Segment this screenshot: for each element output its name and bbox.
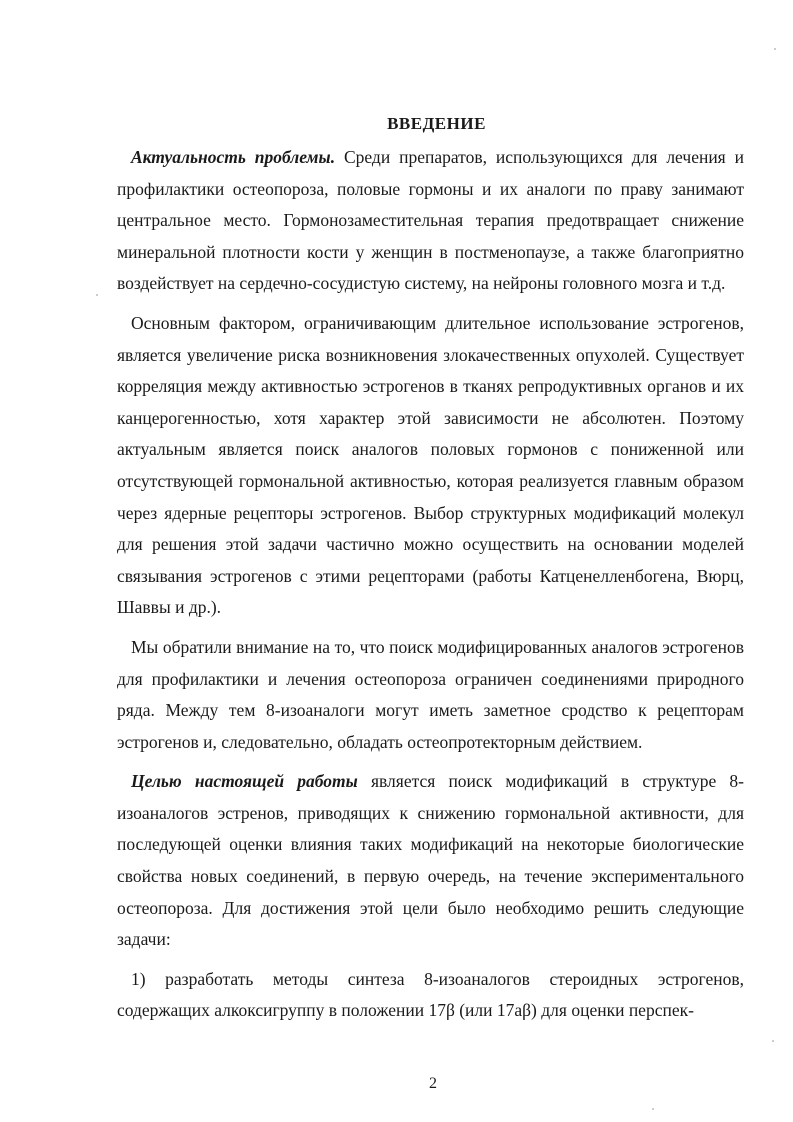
paragraph <box>117 632 744 758</box>
scan-speck <box>774 48 776 50</box>
page-number: 2 <box>429 1075 437 1092</box>
scan-speck <box>652 1108 654 1110</box>
paragraph-text: 1) разработать методы синтеза 8-изоаналогов стероидных эстрогенов, содержащих алкоксигруппу в положении 17β (или 17аβ) для оценки перспек- <box>117 968 744 1021</box>
paragraph-lead: Целью настоящей работы <box>131 771 358 792</box>
paragraph-text: Основным фактором, ограничивающим длительное использование эстрогенов, является увеличение риска возникновения злокачественных опухолей. Существует корреляция между активностью эстрогенов в тканях репродуктивных органов и их канцерогенностью, хотя характер этой зависимости не абсолютен. Поэтому актуальным является поиск аналогов половых гормонов с пониженной или отсутствующей гормональной активностью, которая реализуется главным образом через ядерные рецепторы эстрогенов. Выбор структурных модификаций молекул для решения этой задачи частично можно осуществить на основании моделей связывания эстрогенов с этими рецепторами (работы Катценелленбогена, Вюрц, Шаввы и др.). <box>117 312 744 618</box>
paragraph-text: является поиск модификаций в структуре 8-изоаналогов эстренов, приводящих к снижению гормональной активности, для последующей оценки влияния таких модификаций на некоторые биологические свойства новых соединений, в первую очередь, на течение экспериментального остеопороза. Для достижения этой цели было необходимо решить следующие задачи: <box>117 771 744 950</box>
scan-speck <box>772 1040 774 1042</box>
paragraph-text: Среди препаратов, использующихся для лечения и профилактики остеопороза, половые гормоны и их аналоги по праву занимают центральное место. Гормонозаместительная терапия предотвращает снижение минеральной плотности кости у женщин в постменопаузе, а также благоприятно воздействует на сердечно-сосудистую систему, на нейроны головного мозга и т.д. <box>117 147 744 294</box>
body-text <box>117 142 744 1027</box>
paragraph-lead: Актуальность проблемы. <box>131 147 336 167</box>
scan-speck <box>96 294 98 296</box>
paragraph <box>117 964 744 1027</box>
paragraph <box>117 308 744 624</box>
paragraph-text: Мы обратили внимание на то, что поиск модифицированных аналогов эстрогенов для профилактики и лечения остеопороза ограничен соединениями природного ряда. Между тем 8-изоаналоги могут иметь заметное сродство к рецепторам эстрогенов и, следовательно, обладать остеопротекторным действием. <box>117 636 744 752</box>
paragraph <box>117 142 744 300</box>
page-title: ВВЕДЕНИЕ <box>387 114 486 133</box>
paragraph <box>117 766 744 956</box>
